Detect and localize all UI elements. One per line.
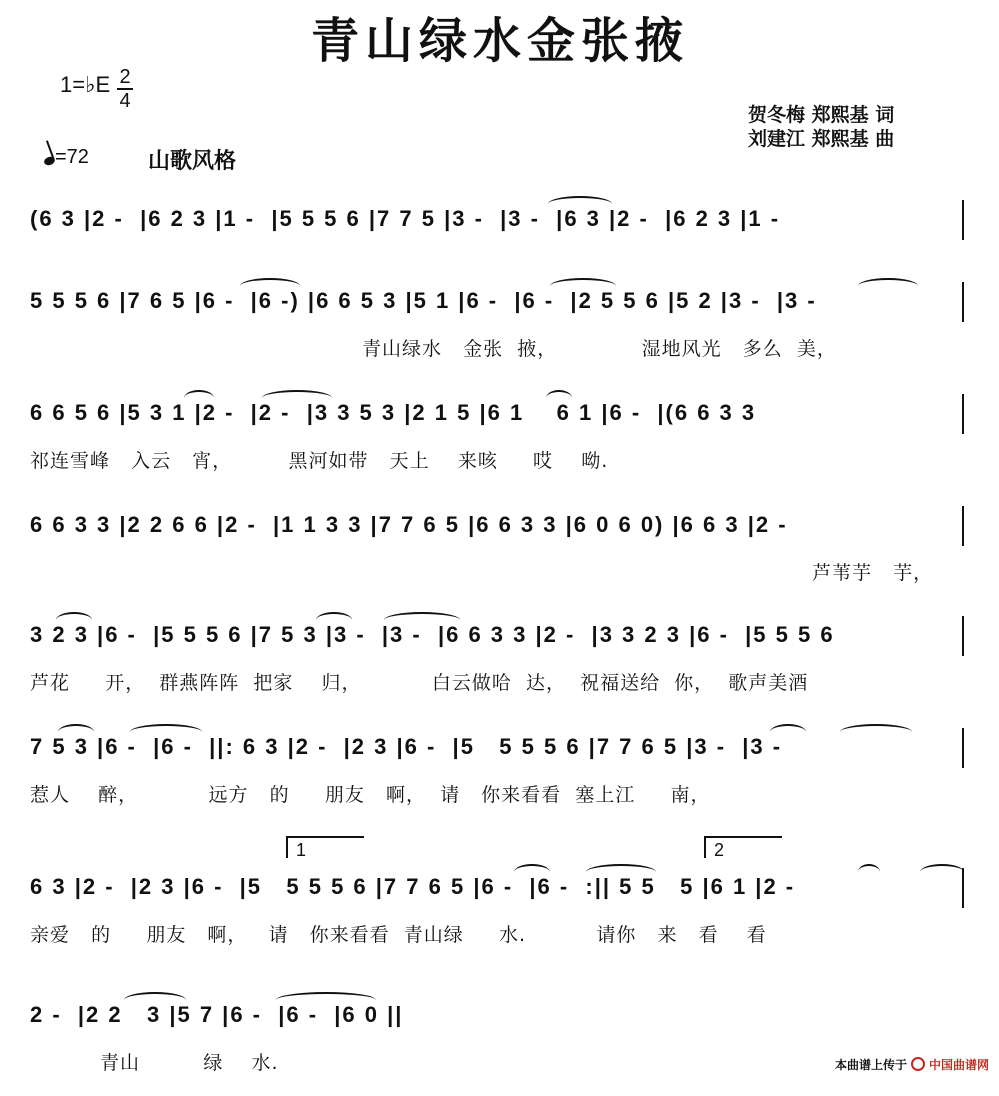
row-notes: (6 3 |2 - |6 2 3 |1 - |5 5 5 6 |7 7 5 |3 - |3 - |6 3 |2 - |6 2 3 |1 -	[30, 206, 781, 231]
tempo-marking	[44, 146, 89, 169]
lyricist-credit: 贺冬梅 郑熙基 词	[748, 104, 895, 126]
row-notes: 7 5 3 |6 - |6 - ||: 6 3 |2 - |2 3 |6 - |5 5 5 5 6 |7 7 6 5 |3 - |3 -	[30, 734, 783, 759]
row-notes: 2 - |2 2 3 |5 7 |6 - |6 - |6 0 ||	[30, 1002, 404, 1027]
slur	[858, 278, 918, 294]
slur	[384, 612, 460, 628]
slur	[858, 864, 880, 880]
barline	[962, 506, 964, 546]
row-notes: 3 2 3 |6 - |5 5 5 6 |7 5 3 |3 - |3 - |6 6 3 3 |2 - |3 3 2 3 |6 - |5 5 5 6	[30, 622, 835, 647]
slur	[546, 390, 572, 406]
site-logo-icon	[911, 1057, 925, 1071]
staff-row-2	[0, 282, 999, 382]
slur	[550, 278, 616, 294]
footer-credit	[835, 1056, 989, 1073]
row-lyrics: 青山 绿 水.	[100, 1052, 279, 1074]
row-lyrics: 亲爱 的 朋友 啊， 请 你来看看 青山绿 水. 请你 来 看 看	[30, 924, 767, 946]
time-bottom: 4	[119, 90, 131, 112]
second-ending-bracket: 2	[704, 836, 782, 858]
slur	[184, 390, 214, 406]
row-lyrics: 芦花 开， 群燕阵阵 把家 归， 白云做哈 达， 祝福送给 你， 歌声美酒	[30, 672, 809, 694]
slur	[58, 724, 94, 740]
slur	[316, 612, 352, 628]
footer-text: 本曲谱上传于	[834, 1058, 907, 1072]
barline	[962, 728, 964, 768]
row-notes: 6 6 3 3 |2 2 6 6 |2 - |1 1 3 3 |7 7 6 5 |6 6 3 3 |6 0 6 0) |6 6 3 |2 -	[30, 512, 788, 537]
time-signature	[116, 66, 134, 112]
staff-row-7	[0, 868, 999, 968]
key-label: 1=♭E	[60, 72, 111, 97]
slur	[514, 864, 550, 880]
staff-row-5	[0, 616, 999, 716]
staff-row-8	[0, 996, 999, 1096]
song-title: 青山绿水金张掖	[310, 13, 689, 69]
style-marking: 山歌风格	[148, 149, 237, 174]
slur	[920, 864, 964, 880]
first-ending-bracket: 1	[286, 836, 364, 858]
slur	[124, 992, 186, 1008]
row-notes: 5 5 5 6 |7 6 5 |6 - |6 -) |6 6 5 3 |5 1 |6 - |6 - |2 5 5 6 |5 2 |3 - |3 -	[30, 288, 817, 313]
barline	[962, 200, 964, 240]
slur	[56, 612, 92, 628]
slur	[240, 278, 300, 294]
barline	[962, 616, 964, 656]
key-signature	[60, 66, 131, 112]
slur	[276, 992, 376, 1008]
staff-row-3	[0, 394, 999, 494]
credits	[748, 103, 894, 151]
slur	[770, 724, 806, 740]
row-notes: 6 6 5 6 |5 3 1 |2 - |2 - |3 3 5 3 |2 1 5 |6 1 6 1 |6 - |(6 6 3 3	[30, 400, 757, 425]
slur	[262, 390, 332, 406]
row-lyrics: 芦苇芋 芋，	[812, 562, 934, 584]
slur	[548, 196, 612, 212]
row-lyrics: 惹人 醉， 远方 的 朋友 啊， 请 你来看看 塞上江 南，	[30, 784, 711, 806]
staff-row-6	[0, 728, 999, 828]
footer-site[interactable]: 中国曲谱网	[928, 1058, 989, 1072]
composer-credit: 刘建江 郑熙基 曲	[748, 128, 895, 150]
tempo-value: =72	[55, 146, 89, 168]
row-lyrics: 青山绿水 金张 掖， 湿地风光 多么 美，	[362, 338, 837, 360]
time-top: 2	[119, 66, 131, 88]
barline	[962, 868, 964, 908]
barline	[962, 394, 964, 434]
slur	[840, 724, 912, 740]
barline	[962, 282, 964, 322]
slur	[130, 724, 202, 740]
staff-row-4	[0, 506, 999, 606]
slur	[586, 864, 656, 880]
row-lyrics: 祁连雪峰 入云 宵， 黑河如带 天上 来咳 哎 呦.	[30, 450, 609, 472]
row-notes: 6 3 |2 - |2 3 |6 - |5 5 5 5 6 |7 7 6 5 |6 - |6 - :|| 5 5 5 |6 1 |2 -	[30, 874, 796, 899]
